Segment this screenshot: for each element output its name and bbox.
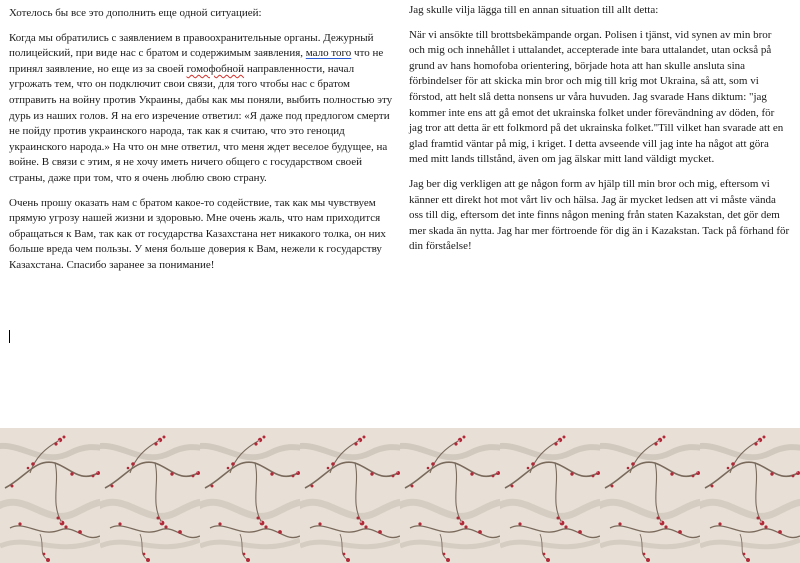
blossom-branch-pattern — [0, 428, 800, 563]
grammar-flagged-phrase[interactable]: мало того — [305, 47, 352, 60]
left-intro-line: Хотелось бы все это дополнить еще одной ситуацией: — [9, 7, 262, 19]
right-paragraph-2: Jag ber dig verkligen att ge någon form av hjälp till min bror och mig, eftersom vi känner ett direkt hot mot vårt liv och hälsa. Jag är mycket ledsen att vi måste vända oss till dig, eftersom det inte finns någon mening från staten Kazakstan, det gör dem mer skada än nytta. Jag har mer förtroende för dig än i Kazakstan. Tack på förhand för din förståelse! — [409, 177, 790, 253]
text-cursor — [9, 330, 10, 343]
left-paragraph-1-part-b: что не принял заявление, но еще из за своей — [9, 47, 384, 75]
left-paragraph-1 — [9, 31, 395, 187]
left-page-content[interactable] — [0, 0, 400, 274]
left-paragraph-2: Очень прошу оказать нам с братом какое-то содействие, так как мы чувствуем прямую угрозу нашей жизни и здоровью. Мне очень жаль, что нам приходится обращаться к Вам, так как от государства Казахстана нет никакого толка, он них больше вреда чем пользы. У меня больше доверия к Вам, нежели к государству Казахстана. Спасибо заранее за понимание! — [9, 196, 386, 271]
right-paragraph-1: När vi ansökte till brottsbekämpande organ. Polisen i tjänst, vid synen av min bror och mig och innehållet i uttalandet, accepterade inte bara uttalandet, utan också på grund av hans homofoba orientering, började hota att han skulle ansluta sina förbindelser för att skicka min bror och mig till krig mot Ukraina, så att, som vi förstod, att helt slå detta nonsens ur våra huvuden. Jag svarade Hans diktum: "jag kommer inte ens att gå emot det ukrainska folket under förevändning av döden, för jag tror att detta är ett folkmord på det ukrainska folket."Till vilket han svarade att en glad framtid väntar på mig, i kriget. I detta avseende vill jag inte ha något att göra med mitt lands tillstånd, även om jag älskar mitt land väldigt mycket. — [409, 28, 784, 166]
desktop-wallpaper — [0, 428, 800, 563]
left-document-page[interactable] — [0, 0, 400, 428]
spelling-flagged-word[interactable]: гомофобной — [186, 62, 245, 75]
right-intro-line: Jag skulle vilja lägga till en annan situation till allt detta: — [409, 4, 659, 16]
right-page-content[interactable] — [400, 0, 800, 255]
left-paragraph-1-part-a: Когда мы обратились с заявлением в правоохранительные органы. Дежурный полицейский, при виде нас с братом и содержимым заявления, — [9, 31, 374, 60]
right-document-page[interactable] — [400, 0, 800, 450]
left-paragraph-1-part-c: направленности, начал угрожать тем, что он подключит свои связи, для того чтобы нас с братом отправить на войну против Украины, дабы как мы поняли, выбить полностью эту дурь из наших голов. Я на его изречение ответил: «Я даже под предлогом смерти не пойду против украинского народа, так как я считаю, что это геноцид украинского народа.» На что он мне ответил, что меня ждет веселое будущее, на войне. В связи с этим, я не хочу иметь ничего общего с государством своей страны, даже при том, что я очень люблю свою страну. — [9, 62, 393, 184]
